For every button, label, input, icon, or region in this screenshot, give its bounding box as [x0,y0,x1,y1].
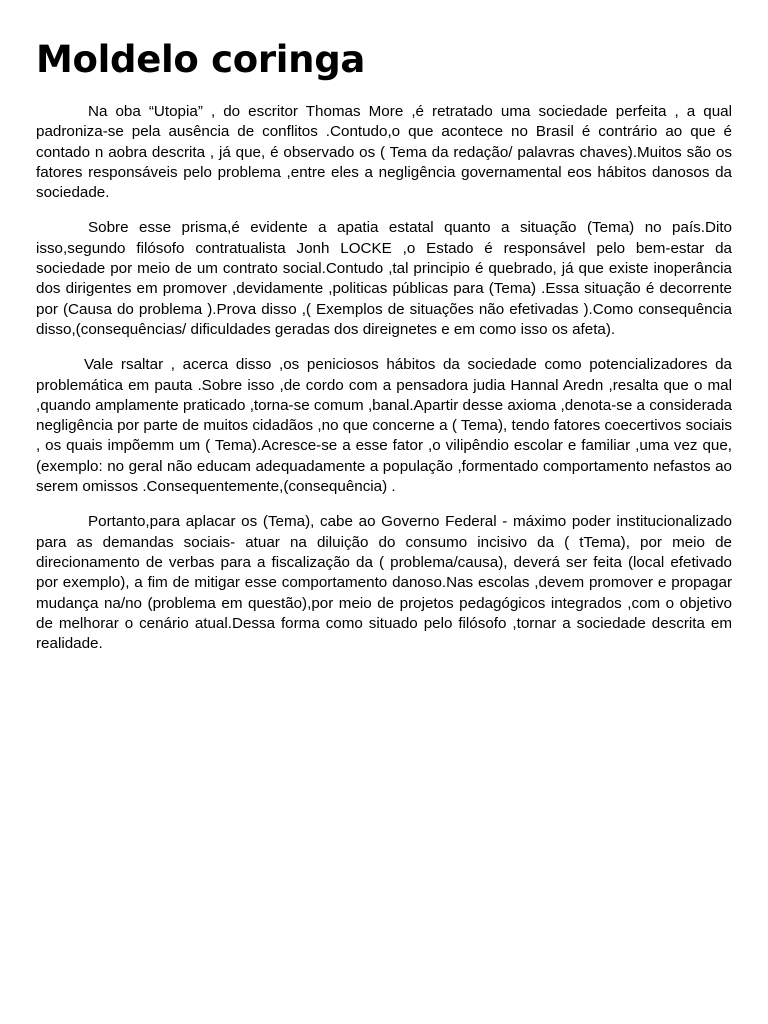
document-page [36,30,732,669]
paragraph-conclusion: Portanto,para aplacar os (Tema), cabe ao Governo Federal - máximo poder institucionalizado para as demandas sociais- atuar na diluição do consumo incisivo da ( tTema), por meio de direcionamento de verbas para a fiscalização da ( problema/causa), deverá ser feita (local efetivado por exemplo), a fim de mitigar esse comportamento danoso.Nas escolas ,devem promover e propagar mudança na/no (problema em questão),por meio de projetos pedagógicos integrados ,com o objetivo de melhorar o cenário atual.Dessa forma como situado pelo filósofo ,tornar a sociedade descrita em realidade. [36,513,732,653]
paragraph-development-2: Vale rsaltar , acerca disso ,os peniciosos hábitos da sociedade como potencializadores da problemática em pauta .Sobre isso ,de cordo com a pensadora judia Hannal Aredn ,resalta que o mal ,quando amplamente praticado ,torna-se comum ,banal.Apartir desse axioma ,denota-se a considerada negligência por parte de muitos cidadãos ,no que concerne a ( Tema), tendo fatores coecertivos sociais , os quais impõemm um ( Tema).Acresce-se a esse fator ,o vilipêndio escolar e familiar ,uma vez que, (exemplo: no geral não educam adequadamente a população ,formentado comportamento nefastos ao serem omissos .Consequentemente,(consequência) . [36,356,732,496]
paragraph-development-1: Sobre esse prisma,é evidente a apatia estatal quanto a situação (Tema) no país.Dito isso,segundo filósofo contratualista Jonh LOCKE ,o Estado é responsável pelo bem-estar da sociedade por meio de um contrato social.Contudo ,tal principio é quebrado, já que existe inoperância dos dirigentes em promover ,devidamente ,politicas públicas para (Tema) .Essa situação é decorrente por (Causa do problema ).Prova disso ,( Exemplos de situações não efetivadas ).Como consequência disso,(consequências/ dificuldades geradas dos direignetes e em como isso os afeta). [36,219,732,338]
paragraph-introduction: Na oba “Utopia” , do escritor Thomas More ,é retratado uma sociedade perfeita , a qual padroniza-se pela ausência de conflitos .Contudo,o que acontece no Brasil é contrário ao que é contado n aobra descrita , já que, é observado os ( Tema da redação/ palavras chaves).Muitos são os fatores responsáveis pelo problema ,entre eles a negligência governamental eos hábitos danosos da sociedade. [36,103,732,202]
document-title: Moldelo coringa [36,38,366,81]
